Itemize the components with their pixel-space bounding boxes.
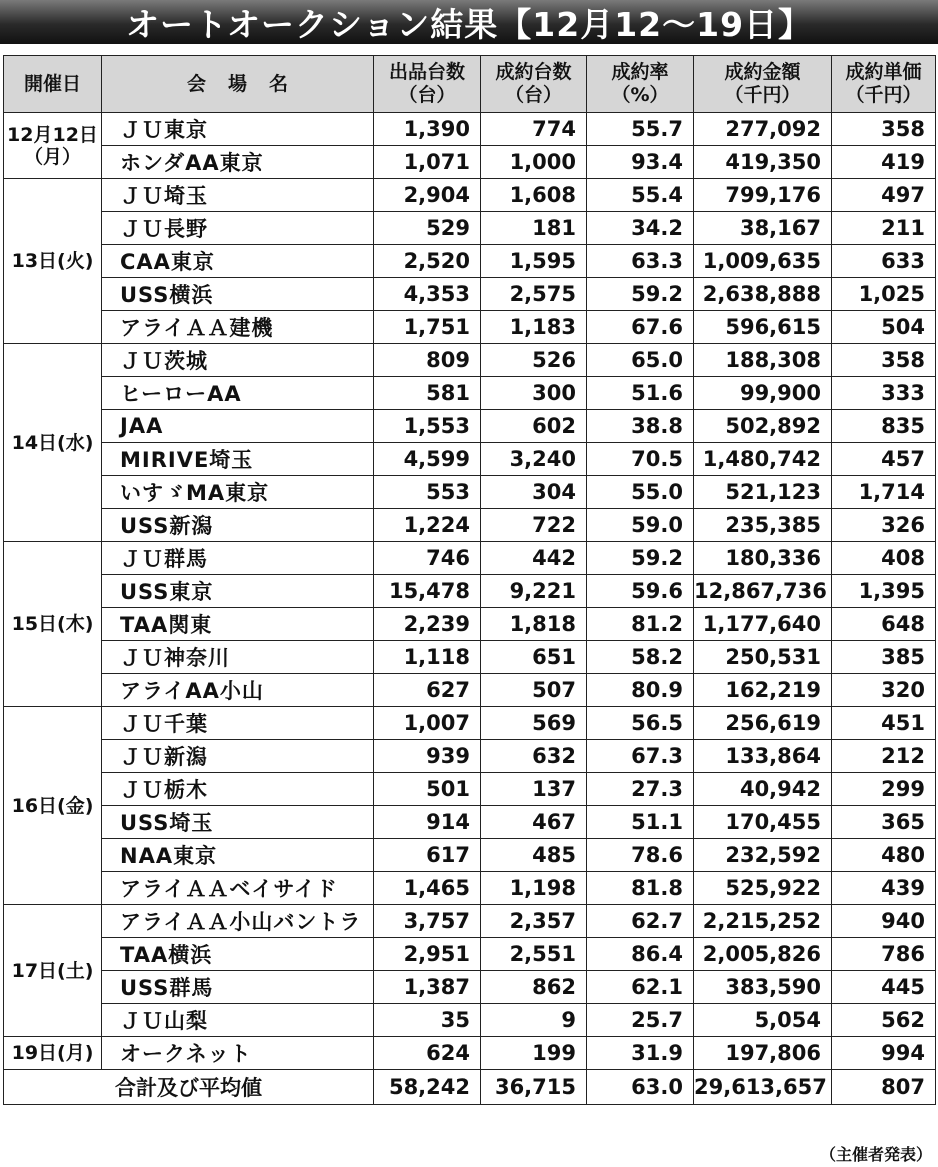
venue-name: CAA東京 (102, 245, 374, 278)
table-row (4, 377, 936, 410)
listed-count: 553 (374, 476, 481, 509)
venue-name: アライＡＡ小山バントラ (102, 905, 374, 938)
date-cell: 16日(金) (4, 707, 102, 905)
table-row (4, 443, 936, 476)
sold-count: 1,608 (481, 179, 587, 212)
sold-count: 632 (481, 740, 587, 773)
total-sold-count: 36,715 (481, 1070, 587, 1105)
venue-name: ＪＵ群馬 (102, 542, 374, 575)
sold-count: 3,240 (481, 443, 587, 476)
listed-count: 1,751 (374, 311, 481, 344)
table-row (4, 839, 936, 872)
sold-amount: 40,942 (694, 773, 832, 806)
table-row (4, 1037, 936, 1070)
sold-count: 651 (481, 641, 587, 674)
sold-rate: 59.0 (587, 509, 694, 542)
unit-price: 408 (832, 542, 936, 575)
listed-count: 1,390 (374, 113, 481, 146)
sold-amount: 162,219 (694, 674, 832, 707)
venue-name: オークネット (102, 1037, 374, 1070)
venue-name: USS横浜 (102, 278, 374, 311)
sold-count: 722 (481, 509, 587, 542)
venue-name: ＪＵ千葉 (102, 707, 374, 740)
unit-price: 358 (832, 344, 936, 377)
unit-price: 940 (832, 905, 936, 938)
unit-price: 299 (832, 773, 936, 806)
table-row (4, 905, 936, 938)
table-row (4, 410, 936, 443)
unit-price: 457 (832, 443, 936, 476)
unit-price: 835 (832, 410, 936, 443)
venue-name: USS埼玉 (102, 806, 374, 839)
sold-amount: 235,385 (694, 509, 832, 542)
venue-name: アライAA小山 (102, 674, 374, 707)
sold-amount: 521,123 (694, 476, 832, 509)
unit-price: 1,395 (832, 575, 936, 608)
unit-price: 211 (832, 212, 936, 245)
venue-name: ヒーローAA (102, 377, 374, 410)
header-listed: 出品台数 （台） (374, 56, 481, 113)
listed-count: 501 (374, 773, 481, 806)
unit-price: 994 (832, 1037, 936, 1070)
sold-count: 181 (481, 212, 587, 245)
venue-name: USS東京 (102, 575, 374, 608)
venue-name: アライＡＡ建機 (102, 311, 374, 344)
sold-rate: 38.8 (587, 410, 694, 443)
sold-count: 774 (481, 113, 587, 146)
table-row (4, 806, 936, 839)
table-row (4, 542, 936, 575)
unit-price: 562 (832, 1004, 936, 1037)
venue-name: アライＡＡベイサイド (102, 872, 374, 905)
sold-count: 2,575 (481, 278, 587, 311)
sold-amount: 1,480,742 (694, 443, 832, 476)
listed-count: 1,007 (374, 707, 481, 740)
sold-rate: 63.3 (587, 245, 694, 278)
sold-count: 526 (481, 344, 587, 377)
venue-name: MIRIVE埼玉 (102, 443, 374, 476)
sold-amount: 596,615 (694, 311, 832, 344)
sold-rate: 62.1 (587, 971, 694, 1004)
sold-amount: 256,619 (694, 707, 832, 740)
venue-name: ＪＵ神奈川 (102, 641, 374, 674)
sold-amount: 180,336 (694, 542, 832, 575)
sold-amount: 2,215,252 (694, 905, 832, 938)
sold-amount: 2,638,888 (694, 278, 832, 311)
sold-rate: 81.2 (587, 608, 694, 641)
table-row (4, 575, 936, 608)
venue-name: USS群馬 (102, 971, 374, 1004)
sold-amount: 188,308 (694, 344, 832, 377)
sold-rate: 81.8 (587, 872, 694, 905)
listed-count: 1,118 (374, 641, 481, 674)
sold-rate: 31.9 (587, 1037, 694, 1070)
unit-price: 497 (832, 179, 936, 212)
table-row (4, 146, 936, 179)
venue-name: ＪＵ新潟 (102, 740, 374, 773)
venue-name: ＪＵ山梨 (102, 1004, 374, 1037)
table-row (4, 212, 936, 245)
unit-price: 365 (832, 806, 936, 839)
table-header-row (4, 56, 936, 113)
table-row (4, 344, 936, 377)
venue-name: ＪＵ栃木 (102, 773, 374, 806)
unit-price: 633 (832, 245, 936, 278)
header-date: 開催日 (4, 56, 102, 113)
sold-amount: 197,806 (694, 1037, 832, 1070)
venue-name: TAA横浜 (102, 938, 374, 971)
listed-count: 914 (374, 806, 481, 839)
header-unit-price: 成約単価 （千円） (832, 56, 936, 113)
table-row (4, 311, 936, 344)
total-label: 合計及び平均値 (4, 1070, 374, 1105)
table-row (4, 971, 936, 1004)
table-row (4, 641, 936, 674)
sold-count: 1,000 (481, 146, 587, 179)
listed-count: 617 (374, 839, 481, 872)
sold-rate: 51.6 (587, 377, 694, 410)
sold-rate: 86.4 (587, 938, 694, 971)
sold-rate: 67.6 (587, 311, 694, 344)
header-rate: 成約率 （%） (587, 56, 694, 113)
sold-amount: 38,167 (694, 212, 832, 245)
sold-rate: 51.1 (587, 806, 694, 839)
sold-amount: 12,867,736 (694, 575, 832, 608)
venue-name: ＪＵ茨城 (102, 344, 374, 377)
listed-count: 2,239 (374, 608, 481, 641)
sold-count: 1,198 (481, 872, 587, 905)
listed-count: 2,520 (374, 245, 481, 278)
sold-rate: 55.4 (587, 179, 694, 212)
sold-amount: 1,009,635 (694, 245, 832, 278)
unit-price: 385 (832, 641, 936, 674)
venue-name: ホンダAA東京 (102, 146, 374, 179)
sold-amount: 383,590 (694, 971, 832, 1004)
venue-name: JAA (102, 410, 374, 443)
unit-price: 333 (832, 377, 936, 410)
table-row (4, 1004, 936, 1037)
sold-count: 442 (481, 542, 587, 575)
table-row (4, 938, 936, 971)
venue-name: TAA関東 (102, 608, 374, 641)
listed-count: 15,478 (374, 575, 481, 608)
table-row (4, 476, 936, 509)
auction-results-table (3, 55, 936, 1105)
sold-rate: 67.3 (587, 740, 694, 773)
table-row (4, 707, 936, 740)
sold-amount: 1,177,640 (694, 608, 832, 641)
listed-count: 1,553 (374, 410, 481, 443)
sold-rate: 59.2 (587, 542, 694, 575)
footnote: （主催者発表） (819, 1145, 932, 1164)
sold-amount: 250,531 (694, 641, 832, 674)
unit-price: 439 (832, 872, 936, 905)
listed-count: 2,904 (374, 179, 481, 212)
sold-rate: 65.0 (587, 344, 694, 377)
sold-count: 1,183 (481, 311, 587, 344)
sold-rate: 34.2 (587, 212, 694, 245)
sold-count: 9,221 (481, 575, 587, 608)
listed-count: 939 (374, 740, 481, 773)
table-row (4, 509, 936, 542)
total-row (4, 1070, 936, 1105)
sold-rate: 80.9 (587, 674, 694, 707)
sold-amount: 133,864 (694, 740, 832, 773)
total-sold-rate: 63.0 (587, 1070, 694, 1105)
unit-price: 419 (832, 146, 936, 179)
date-cell: 13日(火) (4, 179, 102, 344)
venue-name: ＪＵ長野 (102, 212, 374, 245)
unit-price: 786 (832, 938, 936, 971)
page-title: オートオークション結果【12月12〜19日】 (125, 4, 813, 44)
sold-count: 569 (481, 707, 587, 740)
sold-amount: 799,176 (694, 179, 832, 212)
table-row (4, 113, 936, 146)
header-amount: 成約金額 （千円） (694, 56, 832, 113)
sold-count: 137 (481, 773, 587, 806)
unit-price: 451 (832, 707, 936, 740)
listed-count: 624 (374, 1037, 481, 1070)
sold-rate: 78.6 (587, 839, 694, 872)
unit-price: 648 (832, 608, 936, 641)
table-row (4, 245, 936, 278)
sold-rate: 56.5 (587, 707, 694, 740)
sold-amount: 277,092 (694, 113, 832, 146)
sold-count: 9 (481, 1004, 587, 1037)
sold-rate: 25.7 (587, 1004, 694, 1037)
listed-count: 1,224 (374, 509, 481, 542)
table-row (4, 608, 936, 641)
total-listed-count: 58,242 (374, 1070, 481, 1105)
date-cell: 17日(土) (4, 905, 102, 1037)
sold-count: 300 (481, 377, 587, 410)
unit-price: 504 (832, 311, 936, 344)
listed-count: 627 (374, 674, 481, 707)
sold-rate: 55.7 (587, 113, 694, 146)
listed-count: 4,353 (374, 278, 481, 311)
sold-amount: 502,892 (694, 410, 832, 443)
listed-count: 2,951 (374, 938, 481, 971)
listed-count: 1,465 (374, 872, 481, 905)
header-sold: 成約台数 （台） (481, 56, 587, 113)
unit-price: 445 (832, 971, 936, 1004)
sold-rate: 93.4 (587, 146, 694, 179)
unit-price: 480 (832, 839, 936, 872)
table-row (4, 740, 936, 773)
unit-price: 1,025 (832, 278, 936, 311)
sold-rate: 62.7 (587, 905, 694, 938)
total-unit-price: 807 (832, 1070, 936, 1105)
table-row (4, 278, 936, 311)
sold-rate: 70.5 (587, 443, 694, 476)
venue-name: NAA東京 (102, 839, 374, 872)
sold-count: 2,551 (481, 938, 587, 971)
venue-name: ＪＵ東京 (102, 113, 374, 146)
listed-count: 3,757 (374, 905, 481, 938)
listed-count: 529 (374, 212, 481, 245)
table-body (4, 113, 936, 1105)
sold-count: 2,357 (481, 905, 587, 938)
sold-count: 507 (481, 674, 587, 707)
unit-price: 320 (832, 674, 936, 707)
unit-price: 1,714 (832, 476, 936, 509)
sold-amount: 525,922 (694, 872, 832, 905)
date-cell: 19日(月) (4, 1037, 102, 1070)
sold-rate: 27.3 (587, 773, 694, 806)
listed-count: 4,599 (374, 443, 481, 476)
title-banner (0, 0, 938, 44)
listed-count: 746 (374, 542, 481, 575)
listed-count: 809 (374, 344, 481, 377)
venue-name: いすゞMA東京 (102, 476, 374, 509)
unit-price: 212 (832, 740, 936, 773)
unit-price: 358 (832, 113, 936, 146)
listed-count: 581 (374, 377, 481, 410)
table-row (4, 179, 936, 212)
total-sold-amount: 29,613,657 (694, 1070, 832, 1105)
sold-count: 1,818 (481, 608, 587, 641)
sold-rate: 59.6 (587, 575, 694, 608)
sold-count: 304 (481, 476, 587, 509)
date-cell: 15日(木) (4, 542, 102, 707)
sold-amount: 5,054 (694, 1004, 832, 1037)
sold-count: 602 (481, 410, 587, 443)
sold-count: 862 (481, 971, 587, 1004)
sold-amount: 419,350 (694, 146, 832, 179)
listed-count: 35 (374, 1004, 481, 1037)
venue-name: USS新潟 (102, 509, 374, 542)
date-cell: 12月12日 （月） (4, 113, 102, 179)
venue-name: ＪＵ埼玉 (102, 179, 374, 212)
sold-amount: 232,592 (694, 839, 832, 872)
sold-rate: 58.2 (587, 641, 694, 674)
table-row (4, 674, 936, 707)
listed-count: 1,071 (374, 146, 481, 179)
listed-count: 1,387 (374, 971, 481, 1004)
header-venue: 会場名 (102, 56, 374, 113)
date-cell: 14日(水) (4, 344, 102, 542)
table-row (4, 872, 936, 905)
sold-amount: 170,455 (694, 806, 832, 839)
sold-amount: 99,900 (694, 377, 832, 410)
unit-price: 326 (832, 509, 936, 542)
sold-amount: 2,005,826 (694, 938, 832, 971)
table-row (4, 773, 936, 806)
sold-rate: 55.0 (587, 476, 694, 509)
sold-count: 467 (481, 806, 587, 839)
sold-rate: 59.2 (587, 278, 694, 311)
sold-count: 199 (481, 1037, 587, 1070)
sold-count: 485 (481, 839, 587, 872)
sold-count: 1,595 (481, 245, 587, 278)
